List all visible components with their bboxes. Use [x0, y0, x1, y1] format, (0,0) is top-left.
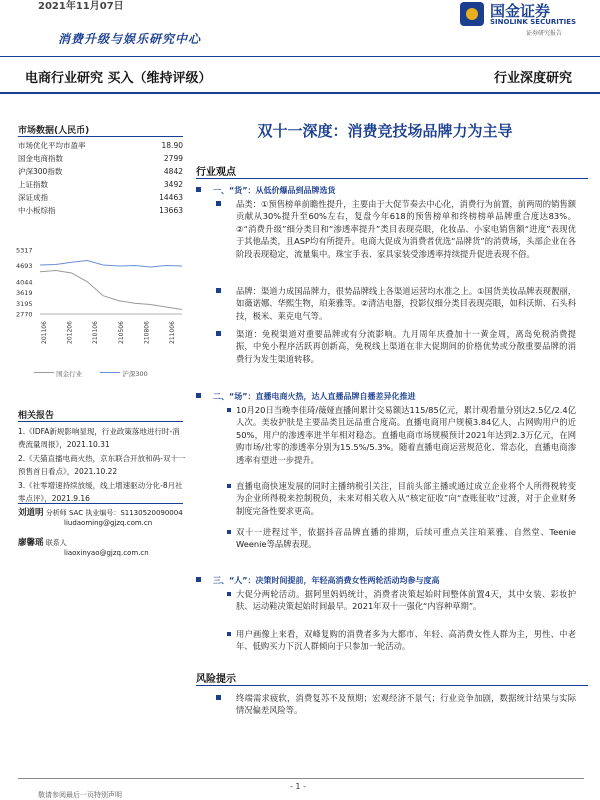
analyst-1: [18, 508, 183, 528]
bullet-icon: [227, 592, 231, 596]
page-number: - 1 -: [290, 782, 306, 791]
market-value: 4842: [163, 167, 183, 176]
bullet-icon: [216, 201, 221, 206]
paragraph-channel: [236, 328, 576, 365]
y-tick-label: 3619: [16, 289, 33, 298]
bullet-icon: [196, 187, 201, 192]
divider: [0, 56, 600, 57]
analyst-role: 联系人: [45, 539, 67, 547]
paragraph-text: 用户画像上来看，双峰复购的消费者多为大都市、年轻、高消费女性人群为主，男性、中老年、低购买力下沉人群倾向于只参加一轮活动。: [236, 629, 576, 652]
logo-icon: [460, 2, 484, 26]
series-line-hs300: [40, 261, 182, 268]
divider: [18, 421, 183, 422]
paragraph-brand: [236, 285, 576, 322]
paragraph-tax: [236, 480, 576, 517]
divider: [196, 178, 588, 179]
related-report[interactable]: 3.《社零增速持续放缓，线上增速驱动分化-8月社零点评》，2021.9.16: [18, 481, 183, 503]
heading-people: [196, 575, 440, 586]
series-line-industry: [40, 271, 182, 310]
bullet-icon: [227, 530, 231, 534]
paragraph-text: 10月20日当晚李佳琦/薇娅直播间累计交易额达115/85亿元，累计观看量分别达2.5亿/2.4亿人次。美妆护肤是主要品类且远品重合度高。直播电商用户规模3.84亿人，占网购用户的近50%，用户的渗透率进半年相对稳态。直播电商市场规模预计2021年达到2.3万亿元，在网购市场/社零的渗透率分别为15.5%/5.3%。随着直播电商运营规范化、常态化，直播电商渗透率有望进一步提升。: [236, 405, 576, 465]
report-title: 双十一深度：消费竞技场品牌力为主导: [257, 122, 513, 140]
heading-field-text: 二、“场”：直播电商火热，达人直播品牌自播差异化推进: [213, 392, 416, 401]
bullet-icon: [196, 577, 201, 582]
paragraph-livestream: [236, 404, 576, 466]
related-report[interactable]: 2.《天猫直播电商火热，京东联合开放和码-双十一预售首日看点》，2021.10.22: [18, 454, 186, 476]
market-value: 18.90: [161, 141, 183, 150]
industry-rating: 电商行业研究 买入（维持评级）: [25, 71, 212, 86]
divider: [18, 503, 183, 504]
market-row: [18, 139, 183, 152]
related-report[interactable]: 1.《IDFA新规影响显现，行业政策落地进行时-消费流量周报》，2021.10.31: [18, 427, 180, 449]
paragraph-profile: [236, 628, 576, 653]
logo-en: SINOLINK SECURITIES: [490, 18, 577, 26]
header-bar: [0, 62, 600, 92]
analyst-name: 廖馨瑶: [18, 538, 44, 548]
divider: [0, 92, 600, 94]
section-title-outlook: 行业观点: [196, 167, 236, 178]
related-reports-list: [18, 425, 186, 506]
related-reports-title: 相关报告: [18, 411, 55, 421]
bullet-icon: [216, 288, 221, 293]
market-row: [18, 204, 183, 217]
market-data-table: [18, 139, 183, 217]
paragraph-text: 品类：①预售榜单前瞻性提升，主要由于大促节奏去中心化，消费行为前置，前两周的销售额贡献从30%提升至60%左右，复盘今年618的预售榜单和终榜榜单品牌重合度达83%。②“消费升级”细分类目和“渗透率提升”类目表现亮眼，化妆品、小家电销售额“进度”表现优于其他品类，且ASP均有所提升。电商大促成为消费者优选“品牌货”的消费场，头部企业在各阶段表现稳定，流量集中。珠宝手表、家具家装受渗透率持续提升促进表现不俗。: [236, 199, 576, 259]
heading-goods: [196, 185, 336, 196]
bullet-icon: [227, 484, 231, 488]
paragraph-brands-watch: [236, 526, 576, 551]
paragraph-text: 终端需求疲软，消费复苏不及预期；宏观经济不景气；行业竞争加剧，数据统计结果与实际情况偏差风险等。: [236, 693, 576, 716]
analyst-2: [18, 538, 149, 558]
paragraph-text: 双十一进程过半，依据抖音品牌直播的排期，后续可重点关注珀莱雅、自然堂、Teenie Weenie等品牌表现。: [236, 527, 576, 550]
legend-industry: 国金行业: [56, 370, 83, 378]
market-label: 国金电商指数: [18, 154, 63, 163]
legend-hs300: 沪深300: [122, 370, 148, 378]
bullet-icon: [227, 408, 231, 412]
logo-cn: 国金证券: [490, 2, 551, 20]
y-tick-label: 4044: [16, 278, 33, 287]
report-type: 行业深度研究: [493, 71, 572, 86]
legend-swatch-hs300: [100, 372, 120, 373]
heading-field: [196, 391, 416, 402]
chart-legend: [34, 369, 148, 378]
y-tick-label: 5317: [16, 246, 33, 255]
paragraph-text: 渠道：免税渠道对重要品牌或有分流影响。九月周年庆叠加十一黄金周，离岛免税消费提振，中免小程序活跃再创新高，免税线上渠道在非大促期间的价格优势或分散重要品牌的消费行为发生渠道转移。: [236, 329, 576, 364]
disclaimer-note: 敬请参阅最后一页特别声明: [38, 791, 122, 799]
report-date: 2021年11月07日: [38, 1, 124, 12]
analyst-role: 分析师 SAC 执业编号：S1130520090004: [45, 509, 183, 517]
market-label: 上证指数: [18, 180, 48, 189]
market-row: [18, 191, 183, 204]
paragraph-rounds: [236, 588, 576, 613]
analyst-name: 刘道明: [18, 508, 44, 518]
x-tick-label: 210806: [143, 321, 151, 344]
bullet-icon: [196, 393, 201, 398]
logo-sub: 证券研究报告: [526, 30, 563, 37]
paragraph-risk: [236, 692, 576, 717]
legend-swatch-industry: [34, 372, 54, 373]
market-value: 14463: [159, 193, 183, 202]
bullet-icon: [216, 695, 221, 700]
market-value: 13663: [159, 206, 183, 215]
market-label: 市场优化平均市盈率: [18, 141, 86, 150]
section-title-risk: 风险提示: [196, 674, 236, 685]
market-row: [18, 178, 183, 191]
paragraph-text: 大促分两轮活动。据阿里妈妈统计，消费者决策起始时间整体前置4天，其中女装、彩妆护肤、运动鞋决策起始时间最早。2021年双十一强化“内容种草期”。: [236, 589, 576, 612]
divider: [196, 685, 588, 686]
x-tick-label: 201106: [41, 321, 48, 344]
x-tick-label: 210506: [117, 321, 125, 344]
index-chart: [14, 244, 186, 384]
heading-people-text: 三、“人”：决策时间提前，年轻高消费女性两轮活动均参与度高: [213, 576, 440, 585]
market-data-title: 市场数据(人民币): [18, 126, 90, 136]
company-logo: [460, 0, 580, 40]
market-label: 沪深300指数: [18, 167, 63, 176]
bullet-icon: [216, 331, 221, 336]
y-tick-label: 3195: [16, 299, 33, 308]
analyst-email[interactable]: liaoxinyao@gjzq.com.cn: [64, 549, 149, 557]
x-tick-label: 211006: [169, 321, 176, 344]
analyst-email[interactable]: liudaoming@gjzq.com.cn: [64, 519, 153, 527]
market-value: 2799: [163, 154, 183, 163]
market-row: [18, 152, 183, 165]
x-tick-label: 210106: [92, 321, 100, 344]
research-center: 消费升级与娱乐研究中心: [58, 32, 202, 46]
market-label: 中小板综指: [18, 206, 56, 215]
x-tick-label: 201206: [66, 321, 74, 344]
paragraph-text: 直播电商快速发展的同时主播纳税引关注，目前头部主播或通过成立企业将个人所得税转变为企业所得税来控制税负，未来对相关收入从“核定征收”向“查账征收”过渡，对于企业财务制度完备性要求更高。: [236, 481, 576, 516]
paragraph-category: [236, 198, 576, 260]
y-tick-label: 2770: [16, 310, 33, 319]
heading-goods-text: 一、“货”：从低价爆品到品牌选货: [213, 186, 336, 195]
market-row: [18, 165, 183, 178]
y-tick-label: 4693: [16, 262, 33, 271]
market-label: 深证成指: [18, 193, 48, 202]
divider: [18, 778, 584, 779]
paragraph-text: 品牌：渠道力成国品牌力，很势品牌线上各渠道运营均水准之上。①国货美妆品牌表现靓丽，如薇诺娜、华熙生物，珀莱雅等。②清洁电器，投影仪细分类目表现亮眼，如科沃斯、石头科技，极米、莱克电气等。: [236, 286, 576, 321]
divider: [18, 136, 183, 137]
bullet-icon: [227, 632, 231, 636]
market-value: 3492: [163, 180, 183, 189]
